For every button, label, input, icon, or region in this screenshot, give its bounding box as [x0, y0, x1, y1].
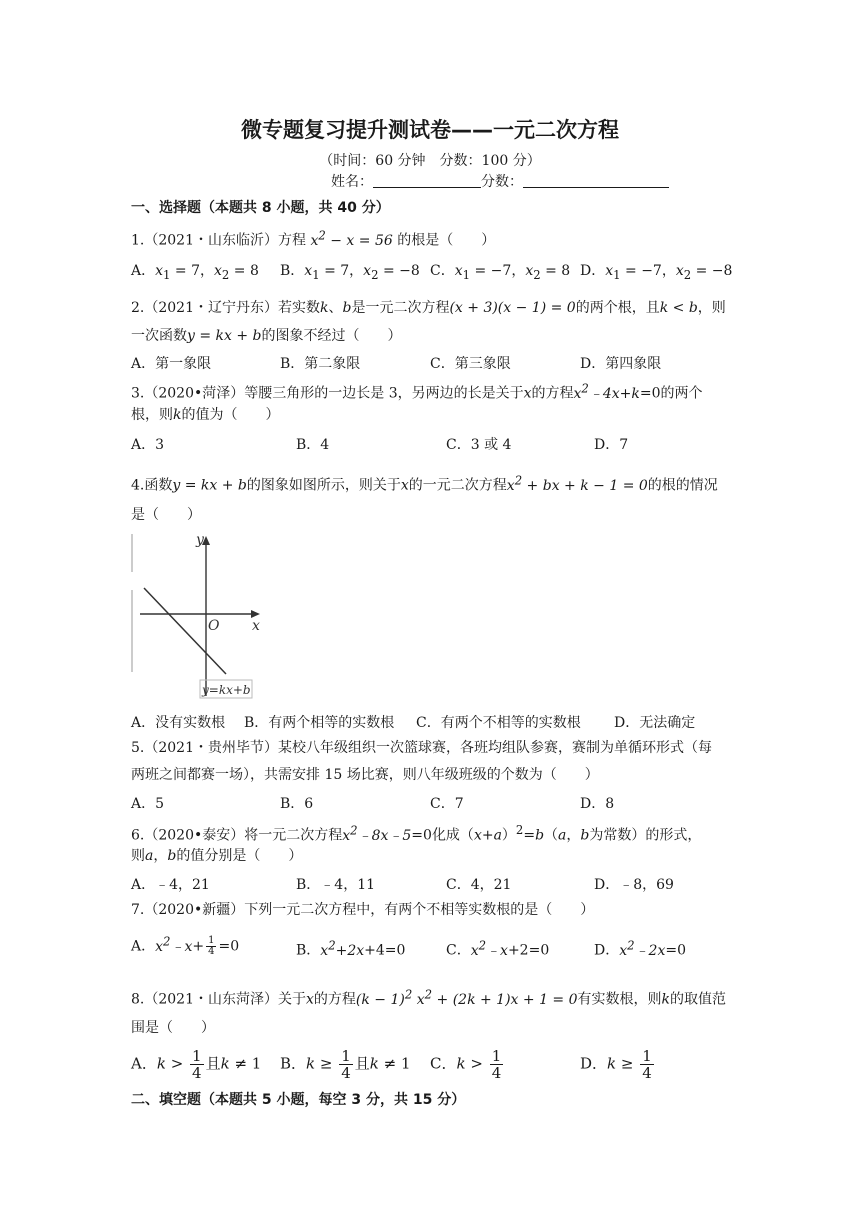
question-5-stem-line2: 两班之间都赛一场），共需安排 15 场比赛，则八年级班级的个数为（ ）	[131, 767, 599, 783]
q2-option-a[interactable]: A．第一象限	[131, 356, 212, 372]
q4-equation: $x^2$ + bx + k − 1 = 0	[506, 473, 648, 494]
q7-option-b[interactable]: B．$x^2+2x+4=0$	[296, 938, 406, 959]
question-6-stem-line2: 则a，b的值分别是（ ）	[131, 848, 303, 864]
time-score-info: （时间：60 分钟 分数：100 分）	[319, 153, 541, 169]
q8-option-c[interactable]: C．k > $\frac{1}{4}$	[430, 1047, 502, 1082]
q4-option-c[interactable]: C．有两个不相等的实数根	[416, 715, 581, 731]
q1-option-a[interactable]: A．$x_1 = 7$，$x_2 = 8$	[131, 263, 259, 282]
question-7-stem: 7.（2020•新疆）下列一元二次方程中，有两个不相等实数根的是（ ）	[131, 902, 595, 918]
name-blank[interactable]	[373, 173, 481, 188]
question-5-stem-line1: 5.（2021・贵州毕节）某校八年级组织一次篮球赛，各班均组队参赛，赛制为单循环形式（每	[131, 740, 712, 756]
q6-option-d[interactable]: D．﹣8，69	[594, 877, 674, 893]
q5-option-b[interactable]: B．6	[280, 796, 314, 812]
question-8-stem-line2: 围是（ ）	[131, 1020, 215, 1036]
question-2-stem-line1: 2.（2021・辽宁丹东）若实数k、b是一元二次方程(x + 3)(x − 1) = 0的两个根，且k < b，则	[131, 300, 726, 316]
score-blank[interactable]	[523, 173, 669, 188]
question-6-stem-line1: 6.（2020•泰安）将一元二次方程$x^2﹣8x﹣5=0$化成$(x+a)^2=b(a$，b为常数）的形式，	[131, 823, 702, 844]
question-1-stem: 1.（2021・山东临沂）方程 $x^2 - x = 56$ 的根是（ ）	[131, 228, 496, 249]
question-8-stem-line1: 8.（2021・山东菏泽）关于x的方程$(k - 1)^2$ $x^2 + (2k + 1)x + 1 = 0$有实数根，则k的取值范	[131, 987, 727, 1008]
q5-option-d[interactable]: D．8	[580, 796, 615, 812]
score-label: 分数：	[481, 174, 523, 190]
section-choice-heading: 一、选择题（本题共 8 小题，共 40 分）	[131, 200, 390, 216]
q2-option-b[interactable]: B．第二象限	[280, 356, 361, 372]
q8-option-a[interactable]: A．k > $\frac{1}{4}$ 且k ≠ 1	[131, 1047, 262, 1082]
q1-option-c[interactable]: C．$x_1 = -7$，$x_2 = 8$	[430, 263, 571, 282]
q1-equation: $x^2 - x = 56$	[310, 228, 393, 249]
q6-option-c[interactable]: C．4，21	[446, 877, 512, 893]
name-label: 姓名：	[331, 174, 373, 190]
q5-option-a[interactable]: A．5	[131, 796, 165, 812]
q3-option-b[interactable]: B．4	[296, 437, 330, 453]
y-axis-label: y	[196, 532, 204, 548]
q4-option-a[interactable]: A．没有实数根	[131, 715, 226, 731]
q4-linear-function-graph	[130, 532, 262, 702]
q8-option-d[interactable]: D．k ≥ $\frac{1}{4}$	[580, 1047, 652, 1082]
q7-option-d[interactable]: D．$x^2﹣2x=0$	[594, 938, 687, 959]
q7-option-a[interactable]: A．$x^2﹣x+$ $\frac{1}{4}$ =0	[131, 934, 240, 958]
q4-option-d[interactable]: D．无法确定	[614, 715, 696, 731]
question-2-stem-line2: 一次函数y = kx + b的图象不经过（ ）	[131, 328, 402, 344]
question-3-stem-line2: 根，则k的值为（ ）	[131, 407, 280, 423]
q3-option-d[interactable]: D．7	[594, 437, 629, 453]
q4-option-b[interactable]: B．有两个相等的实数根	[244, 715, 395, 731]
q1-option-b[interactable]: B．$x_1 = 7$，$x_2 = -8$	[280, 263, 420, 282]
q6-option-a[interactable]: A．﹣4，21	[131, 877, 210, 893]
q1-option-d[interactable]: D．$x_1 = -7$，$x_2 = -8$	[580, 263, 733, 282]
q2-option-c[interactable]: C．第三象限	[430, 356, 511, 372]
name-score-line	[331, 172, 669, 192]
section-fill-heading: 二、填空题（本题共 5 小题，每空 3 分，共 15 分）	[131, 1092, 466, 1108]
q3-equation: $x^2﹣4x+k$	[573, 381, 640, 402]
q3-option-a[interactable]: A．3	[131, 437, 165, 453]
x-axis-arrow	[251, 610, 260, 618]
origin-label: O	[208, 618, 220, 634]
q8-equation: $(k - 1)^2$ $x^2 + (2k + 1)x + 1 = 0$	[355, 987, 578, 1008]
q7-option-c[interactable]: C．$x^2﹣x+2=0$	[446, 938, 550, 959]
graph-caption: y=kx+b	[202, 683, 251, 697]
question-4-stem-line1: 4.函数y = kx + b的图象如图所示，则关于x的一元二次方程$x^2$ + bx + k − 1 = 0的根的情况	[131, 473, 718, 494]
q3-option-c[interactable]: C．3 或 4	[446, 437, 512, 453]
page-title: 微专题复习提升测试卷——一元二次方程	[241, 118, 619, 142]
q8-option-b[interactable]: B．k ≥ $\frac{1}{4}$ 且k ≠ 1	[280, 1047, 411, 1082]
q2-equation: (x + 3)(x − 1) = 0	[449, 300, 576, 316]
q6-option-b[interactable]: B．﹣4，11	[296, 877, 376, 893]
q5-option-c[interactable]: C．7	[430, 796, 464, 812]
x-axis-label: x	[252, 618, 260, 634]
question-3-stem-line1: 3.（2020•菏泽）等腰三角形的一边长是 3，另两边的长是关于x的方程$x^2﹣4x+k=0$的两个	[131, 381, 703, 402]
question-4-stem-line2: 是（ ）	[131, 507, 201, 523]
q2-option-d[interactable]: D．第四象限	[580, 356, 662, 372]
